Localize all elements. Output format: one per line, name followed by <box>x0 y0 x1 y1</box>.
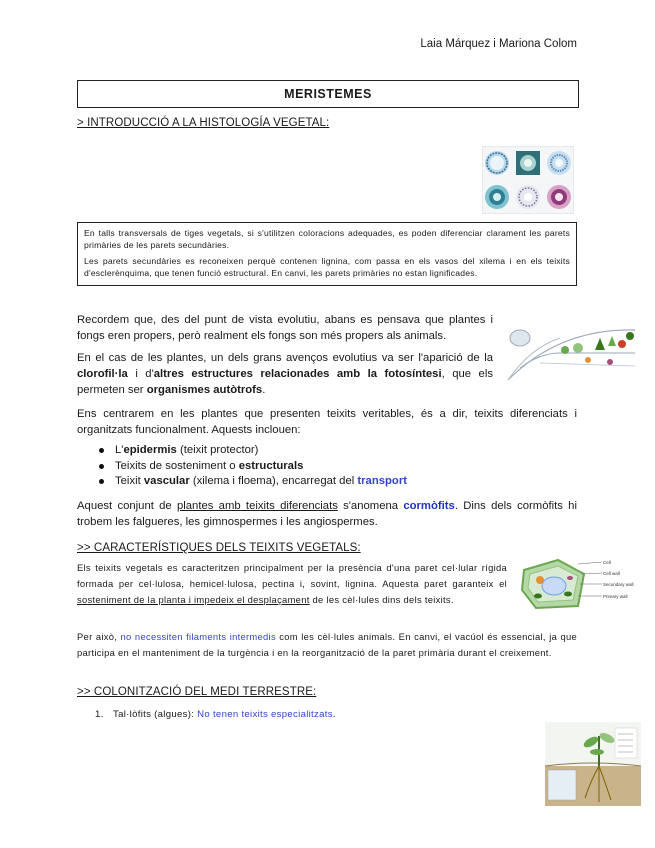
cell-label-2: Cell wall <box>603 571 620 576</box>
p4-cormophytes: cormòfits <box>403 500 455 512</box>
p6-c: com les cèl·lules animals. En canvi, el vacúol és essencial, ja que participa en el manteniment de la turgència i en la reorganització de la paret primària durant el creixement. <box>77 631 577 658</box>
author-names: Laia Márquez i Mariona Colom <box>420 38 577 50</box>
note-paragraph-1: En talls transversals de tiges vegetals, si s'utilitzen coloracions adequades, es poden diferenciar clarament les parets primàries de les parets secundàries. <box>84 228 570 250</box>
stem-section-4 <box>485 185 509 209</box>
b2-structural: estructurals <box>238 459 304 472</box>
evolutionary-tree-image <box>500 318 640 388</box>
list-item <box>95 459 575 475</box>
stem-section-1 <box>485 151 509 175</box>
list-no-tissues: No tenen teixits especialitzats <box>197 709 333 720</box>
plant-growth-diagram-image <box>545 722 641 806</box>
b1-epidermis: epidermis <box>123 444 177 456</box>
p4-a: Aquest conjunt de <box>77 500 177 512</box>
b3-vascular: vascular <box>143 475 190 487</box>
cell-label-4: Primary wall <box>603 594 628 599</box>
stem-section-3 <box>547 151 571 175</box>
note-paragraph-2: Les parets secundàries es reconeixen perquè contenen lignina, com passa en els vasos del xilema i en els teixits d'esclerènquima, que tenen funció estructural. En canvi, les parets primàries no estan lignificades. <box>84 256 570 278</box>
note-box <box>77 222 577 286</box>
paragraph-vacuole <box>77 629 577 661</box>
b2-a: Teixits de sosteniment o <box>115 459 239 472</box>
section-heading-characteristics: >> CARACTERÍSTIQUES DELS TEIXITS VEGETALS: <box>77 542 361 554</box>
b1-a: L' <box>115 444 124 456</box>
p2-autotrophs: organismes autòtrofs <box>146 384 263 396</box>
plant-stem-cross-sections-image <box>482 146 574 214</box>
p5-c: de les cèl·lules dins dels teixits. <box>309 594 454 605</box>
stem-section-2 <box>516 151 540 175</box>
b3-a: Teixit <box>115 475 144 487</box>
b1-c: (teixit protector) <box>176 444 259 456</box>
list-number: 1. <box>95 709 104 720</box>
p5-a: Els teixits vegetals es caracteritzen principalment per la presència d'una paret cel·lular rígida formada per cel·lulosa, hemicel·lulosa, pectina i, sovint, lignina. Aquesta paret garanteix el <box>77 562 507 589</box>
p6-no-filaments: no necessiten filaments intermedis <box>120 631 276 642</box>
stem-section-5 <box>516 185 540 209</box>
p6-a: Per això, <box>77 631 121 642</box>
paragraph-chlorophyll <box>77 350 493 398</box>
p2-text-e: , que els permeten ser <box>77 368 493 396</box>
plant-cell-diagram-image <box>518 556 640 612</box>
p2-text-a: En el cas de les plantes, un dels grans avenços evolutius va ser l'aparició de la <box>77 352 493 364</box>
p4-c: s'anomena <box>337 500 404 512</box>
p2-photosynthesis: altres estructures relacionades amb la fotosíntesi <box>153 368 442 380</box>
stem-section-6 <box>547 185 571 209</box>
list-item <box>95 474 575 490</box>
paragraph-evolution: Recordem que, des del punt de vista evolutiu, abans es pensava que plantes i fongs eren propers, però realment els fongs son més propers als animals. <box>77 314 493 342</box>
cell-label-1: Cell <box>603 560 611 565</box>
b3-transport: transport <box>357 475 407 487</box>
p5-support: sosteniment de la planta i impedeix el desplaçament <box>77 594 310 605</box>
list-thallophytes: Tal·lòfits (algues): <box>113 709 198 720</box>
paragraph-true-tissues: Ens centrarem en les plantes que presenten teixits veritables, és a dir, teixits diferenciats i organitzats funcionalment. Aquests inclouen: <box>77 408 577 436</box>
b3-c: (xilema i floema), encarregat del <box>189 475 358 487</box>
section-heading-colonization: >> COLONITZACIÓ DEL MEDI TERRESTRE: <box>77 686 317 698</box>
p2-text-g: . <box>262 384 266 396</box>
document-title: MERISTEMES <box>77 80 579 108</box>
tissue-list <box>95 443 575 490</box>
paragraph-cormophytes <box>77 498 577 530</box>
colonization-list <box>95 709 336 720</box>
paragraph-cell-wall <box>77 560 507 608</box>
p4-e: . Dins dels cormòfits hi trobem les falgueres, les gimnospermes i les angiospermes. <box>77 500 577 528</box>
list-item <box>95 443 575 459</box>
p2-text-c: i d' <box>127 368 154 380</box>
list-end: . <box>332 709 336 720</box>
p4-plants-tissues: plantes amb teixits diferenciats <box>176 500 338 512</box>
p2-chlorophyll: clorofil·la <box>77 368 128 380</box>
section-heading-intro: > INTRODUCCIÓ A LA HISTOLOGÍA VEGETAL: <box>77 117 330 129</box>
cell-label-3: Secondary wall <box>603 582 634 587</box>
